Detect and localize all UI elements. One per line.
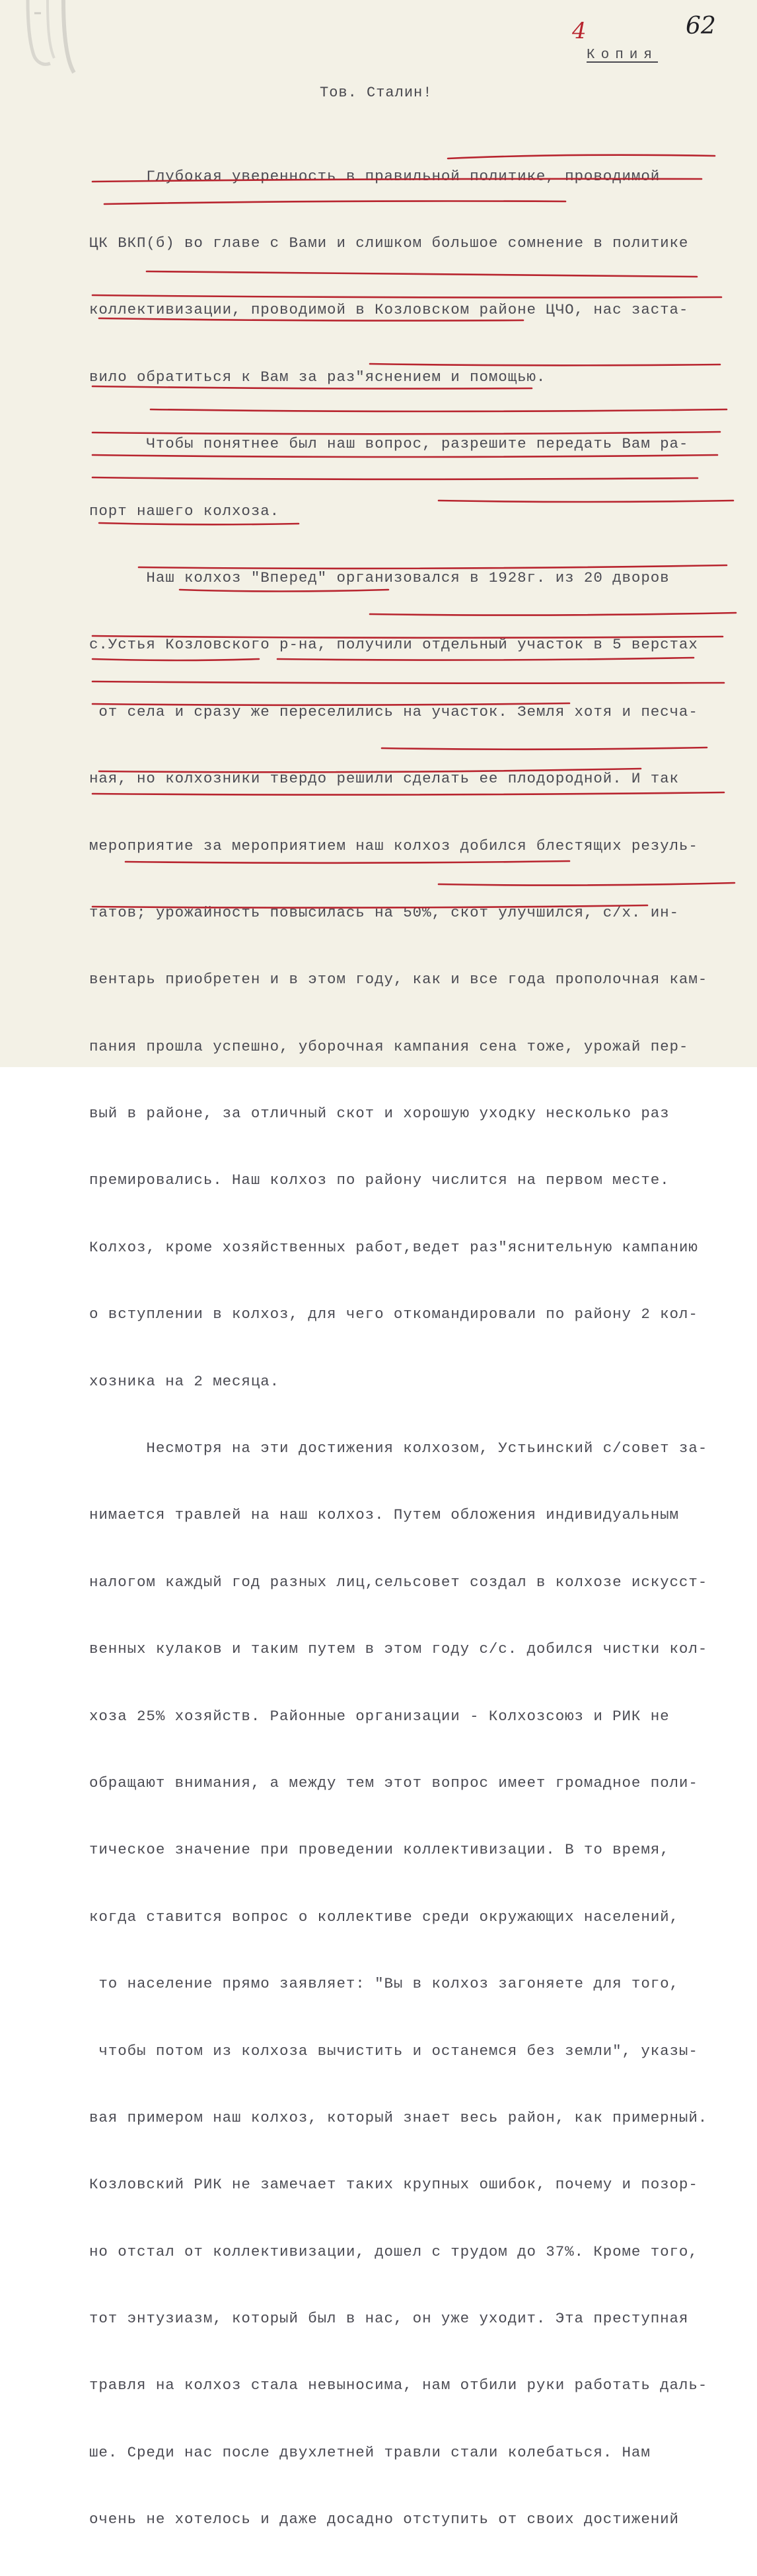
copy-label: Копия (587, 48, 659, 63)
body-line: Глубокая уверенность в правильной политике, проводимой (89, 167, 661, 185)
binder-hole-marks (21, 0, 78, 78)
body-line: тот энтузиазм, который был в нас, он уже уходит. Эта преступная (89, 2310, 689, 2328)
body-line: Чтобы понятнее был наш вопрос, разрешите передать Вам ра- (89, 435, 689, 453)
body-line: ЦК ВКП(б) во главе с Вами и слишком большое сомнение в политике (89, 234, 689, 252)
body-line: коллективизации, проводимой в Козловском районе ЦЧО, нас заста- (89, 301, 689, 319)
body-line: очень не хотелось и даже досадно отступить от своих достижений (89, 2511, 679, 2528)
body-line: Несмотря на эти достижения колхозом, Устьинский с/совет за- (89, 1440, 708, 1457)
body-line: тическое значение при проведении коллективизации. В то время, (89, 1841, 670, 1859)
red-archive-mark: 4 (572, 18, 587, 44)
body-line: хоза 25% хозяйств. Районные организации - Колхозсоюз и РИК не (89, 1707, 670, 1725)
body-line: Колхоз, кроме хозяйственных работ,ведет раз"яснительную кампанию (89, 1238, 698, 1256)
body-line: премировались. Наш колхоз по району числится на первом месте. (89, 1171, 670, 1189)
body-line: вентарь приобретен и в этом году, как и все года прополочная кам- (89, 971, 708, 989)
body-line: нимается травлей на наш колхоз. Путем обложения индивидуальным (89, 1506, 679, 1524)
body-line: то население прямо заявляет: "Вы в колхоз загоняете для того, (89, 1975, 679, 1993)
body-line: пания прошла успешно, уборочная кампания сена тоже, урожай пер- (89, 1037, 689, 1055)
folio-number: 62 (686, 13, 716, 40)
body-line: вая примером наш колхоз, который знает весь район, как примерный. (89, 2108, 708, 2126)
letter-greeting: Тов. Сталин! (320, 85, 433, 101)
body-line: вый в районе, за отличный скот и хорошую уходку несколько раз (89, 1105, 670, 1123)
body-line: но отстал от коллективизации, дошел с трудом до 37%. Кроме того, (89, 2243, 698, 2260)
body-line: татов; урожайность повысилась на 50%, скот улучшился, с/х. ин- (89, 903, 679, 921)
body-line: венных кулаков и таким путем в этом году с/с. добился чистки кол- (89, 1640, 708, 1658)
body-line: налогом каждый год разных лиц,сельсовет создал в колхозе искусст- (89, 1573, 708, 1591)
body-line: ше. Среди нас после двухлетней травли стали колебаться. Нам (89, 2443, 651, 2461)
body-line: травля на колхоз стала невыносима, нам отбили руки работать даль- (89, 2377, 708, 2394)
body-line: от села и сразу же переселились на участок. Земля хотя и песча- (89, 703, 698, 720)
body-line: когда ставится вопрос о коллективе среди окружающих населений, (89, 1908, 679, 1926)
body-line: вило обратиться к Вам за раз"яснением и помощью. (89, 368, 546, 386)
body-line: Наш колхоз "Вперед" организовался в 1928г. из 20 дворов (89, 569, 670, 586)
body-line: мероприятие за мероприятием наш колхоз добился блестящих резуль- (89, 837, 698, 854)
binder-marks-graphic (21, 0, 78, 78)
body-line: порт нашего колхоза. (89, 502, 280, 520)
body-line: чтобы потом из колхоза вычистить и останемся без земли", указы- (89, 2042, 698, 2060)
body-line: хозника на 2 месяца. (89, 1372, 280, 1390)
body-line: о вступлении в колхоз, для чего откомандировали по району 2 кол- (89, 1305, 698, 1323)
body-line: с.Устья Козловского р-на, получили отдельный участок в 5 верстах (89, 636, 698, 654)
body-line: Козловский РИК не замечает таких крупных ошибок, почему и позор- (89, 2176, 698, 2194)
letter-body (89, 121, 733, 2576)
body-line: обращают внимания, а между тем этот вопрос имеет громадное поли- (89, 1774, 698, 1792)
body-line: ная, но колхозники твердо решили сделать ее плодородной. И так (89, 770, 679, 788)
